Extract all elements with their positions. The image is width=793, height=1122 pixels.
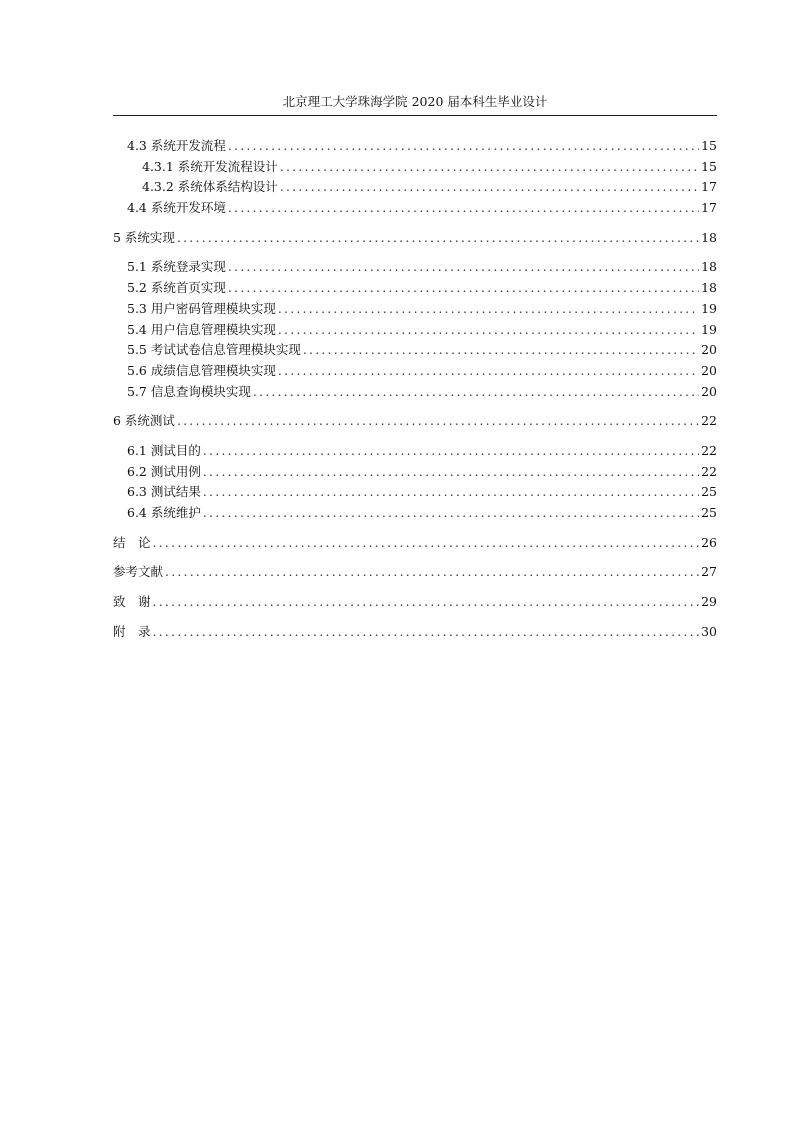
toc-entry-page: 20 bbox=[701, 383, 717, 399]
toc-entry-5-7[interactable] bbox=[113, 382, 717, 403]
toc-entry-5-1[interactable] bbox=[113, 257, 717, 278]
toc-entry-page: 22 bbox=[701, 463, 717, 479]
toc-entry-title: 5.5 考试试卷信息管理模块实现 bbox=[127, 342, 301, 358]
toc-entry-6-1[interactable] bbox=[113, 441, 717, 462]
toc-entry-page: 22 bbox=[701, 413, 717, 429]
toc-entry-4-4[interactable] bbox=[113, 198, 717, 219]
toc-entry-6[interactable] bbox=[113, 411, 717, 432]
toc-entry-page: 25 bbox=[701, 484, 717, 500]
toc-leader-dots bbox=[177, 411, 699, 431]
toc-entry-5[interactable] bbox=[113, 228, 717, 249]
toc-entry-title: 附 录 bbox=[113, 623, 151, 639]
toc-leader-dots bbox=[153, 533, 699, 553]
toc-leader-dots bbox=[203, 482, 699, 502]
toc-entry-acknowledgements[interactable] bbox=[113, 592, 717, 613]
toc-entry-appendix[interactable] bbox=[113, 622, 717, 643]
toc-leader-dots bbox=[280, 177, 699, 197]
toc-leader-dots bbox=[203, 503, 699, 523]
page-header bbox=[113, 93, 717, 116]
toc-entry-page: 29 bbox=[701, 594, 717, 610]
toc-entry-5-3[interactable] bbox=[113, 299, 717, 320]
toc-leader-dots bbox=[165, 562, 699, 582]
toc-entry-title: 5.4 用户信息管理模块实现 bbox=[127, 321, 276, 337]
toc-entry-4-3[interactable] bbox=[113, 136, 717, 157]
table-of-contents bbox=[113, 136, 717, 642]
toc-entry-title: 4.4 系统开发环境 bbox=[127, 200, 226, 216]
toc-leader-dots bbox=[153, 592, 699, 612]
toc-entry-title: 6.3 测试结果 bbox=[127, 484, 201, 500]
toc-entry-page: 19 bbox=[701, 321, 717, 337]
toc-leader-dots bbox=[303, 340, 699, 360]
toc-entry-page: 30 bbox=[701, 623, 717, 639]
toc-entry-title: 6.1 测试目的 bbox=[127, 442, 201, 458]
toc-entry-5-2[interactable] bbox=[113, 278, 717, 299]
toc-entry-conclusion[interactable] bbox=[113, 533, 717, 554]
toc-entry-title: 5.3 用户密码管理模块实现 bbox=[127, 300, 276, 316]
toc-entry-title: 致 谢 bbox=[113, 594, 151, 610]
toc-entry-page: 27 bbox=[701, 564, 717, 580]
toc-entry-title: 6 系统测试 bbox=[113, 413, 175, 429]
toc-leader-dots bbox=[228, 198, 699, 218]
toc-entry-page: 18 bbox=[701, 259, 717, 275]
header-title: 北京理工大学珠海学院 2020 届本科生毕业设计 bbox=[282, 94, 548, 109]
toc-entry-6-2[interactable] bbox=[113, 462, 717, 483]
toc-leader-dots bbox=[203, 441, 699, 461]
toc-entry-page: 15 bbox=[701, 158, 717, 174]
toc-entry-title: 5.2 系统首页实现 bbox=[127, 280, 226, 296]
toc-leader-dots bbox=[280, 157, 699, 177]
toc-entry-page: 18 bbox=[701, 229, 717, 245]
toc-entry-title: 6.2 测试用例 bbox=[127, 463, 201, 479]
toc-entry-title: 5.6 成绩信息管理模块实现 bbox=[127, 362, 276, 378]
toc-leader-dots bbox=[203, 462, 699, 482]
toc-entry-page: 20 bbox=[701, 342, 717, 358]
toc-entry-page: 25 bbox=[701, 505, 717, 520]
toc-leader-dots bbox=[228, 278, 699, 298]
toc-leader-dots bbox=[278, 361, 699, 381]
toc-entry-title: 参考文献 bbox=[113, 564, 164, 580]
toc-leader-dots bbox=[228, 136, 699, 156]
toc-entry-references[interactable] bbox=[113, 562, 717, 583]
toc-entry-4-3-1[interactable] bbox=[113, 157, 717, 178]
toc-entry-title: 4.3 系统开发流程 bbox=[127, 138, 226, 153]
toc-leader-dots bbox=[177, 228, 699, 248]
toc-leader-dots bbox=[278, 320, 699, 340]
toc-entry-6-4[interactable] bbox=[113, 503, 717, 524]
toc-entry-page: 18 bbox=[701, 280, 717, 296]
toc-entry-title: 6.4 系统维护 bbox=[127, 505, 201, 520]
toc-entry-6-3[interactable] bbox=[113, 482, 717, 503]
toc-entry-5-5[interactable] bbox=[113, 340, 717, 361]
toc-entry-title: 5.7 信息查询模块实现 bbox=[127, 383, 251, 399]
toc-entry-title: 5.1 系统登录实现 bbox=[127, 259, 226, 275]
toc-entry-title: 4.3.2 系统体系结构设计 bbox=[142, 179, 278, 195]
toc-entry-4-3-2[interactable] bbox=[113, 177, 717, 198]
toc-entry-page: 20 bbox=[701, 362, 717, 378]
toc-entry-page: 17 bbox=[701, 200, 717, 216]
toc-entry-page: 19 bbox=[701, 300, 717, 316]
toc-entry-title: 5 系统实现 bbox=[113, 229, 175, 245]
toc-leader-dots bbox=[278, 299, 699, 319]
toc-leader-dots bbox=[153, 622, 699, 642]
toc-entry-page: 17 bbox=[701, 179, 717, 195]
toc-entry-page: 26 bbox=[701, 534, 717, 550]
toc-entry-title: 结 论 bbox=[113, 534, 151, 550]
toc-entry-page: 22 bbox=[701, 442, 717, 458]
toc-leader-dots bbox=[253, 382, 699, 402]
toc-entry-page: 15 bbox=[701, 138, 717, 153]
toc-entry-5-6[interactable] bbox=[113, 361, 717, 382]
toc-leader-dots bbox=[228, 257, 699, 277]
toc-entry-5-4[interactable] bbox=[113, 320, 717, 341]
toc-entry-title: 4.3.1 系统开发流程设计 bbox=[142, 158, 278, 174]
